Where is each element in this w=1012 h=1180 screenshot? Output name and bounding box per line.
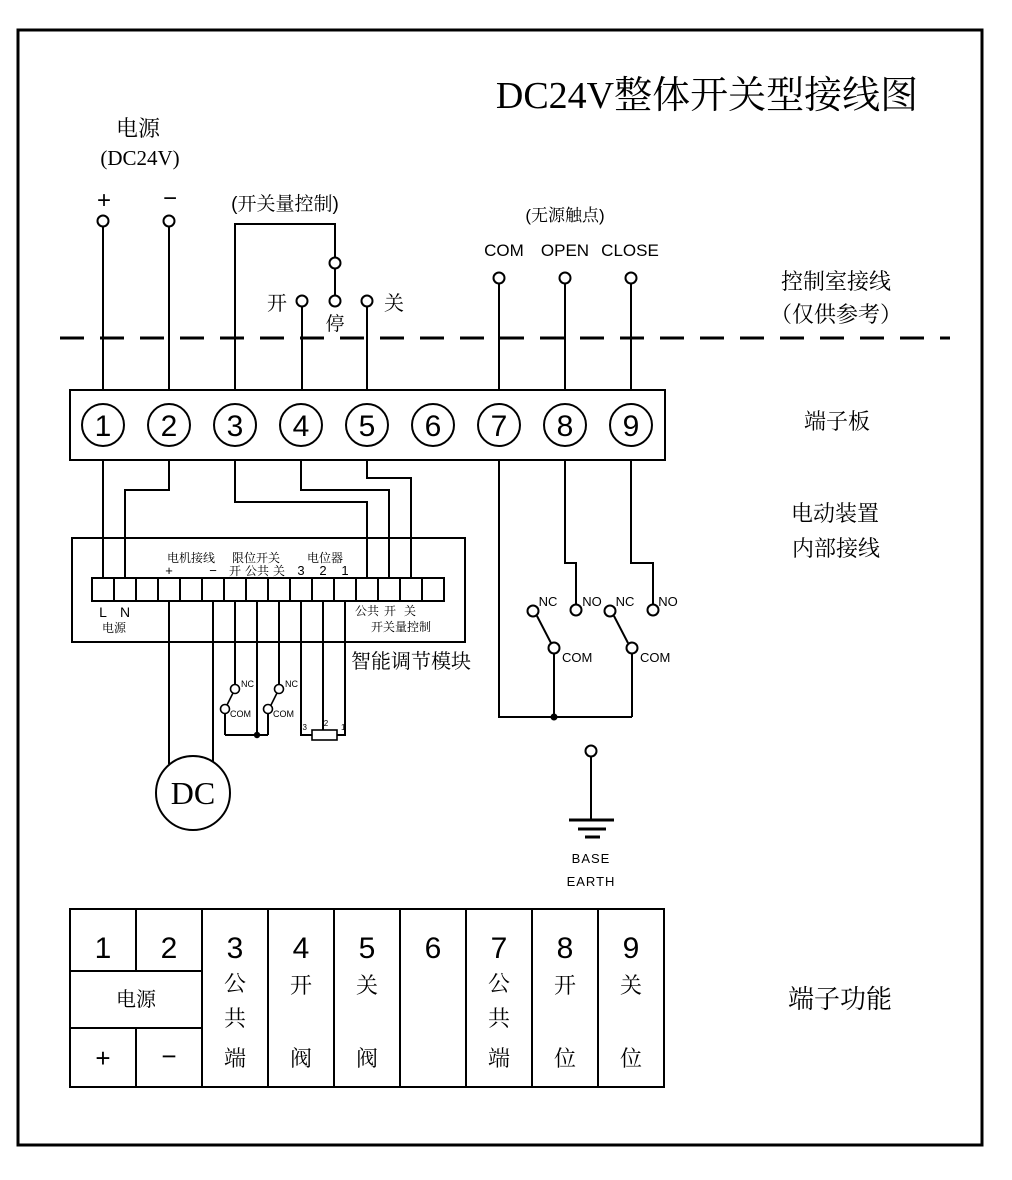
module-square-14 [378, 578, 400, 601]
table-num-3: 3 [226, 932, 244, 965]
fb-com1-label: COM [562, 650, 593, 665]
fb-nc2-contact [605, 606, 616, 617]
table-col7-char: 端 [487, 1046, 511, 1071]
table-col5-char: 阀 [355, 1046, 379, 1071]
terminal-number: 4 [292, 410, 310, 443]
fb-lever-1 [537, 616, 551, 643]
module-square-11 [312, 578, 334, 601]
table-num-1: 1 [94, 932, 112, 965]
module-pin-plus: + [165, 563, 173, 578]
com-terminal [494, 273, 505, 284]
module-square-9 [268, 578, 290, 601]
fb-nc2-label: NC [615, 594, 635, 609]
open-terminal [560, 273, 571, 284]
limit-lever-1 [227, 693, 233, 705]
limit-com2-label: COM [273, 709, 294, 719]
table-plus: + [95, 1043, 111, 1073]
dry-contact-label: (无源触点) [525, 206, 605, 225]
potentiometer-body [312, 730, 337, 740]
table-col9-char: 关 [619, 973, 643, 998]
module-square-4 [158, 578, 180, 601]
power-plus-terminal [98, 216, 109, 227]
close-button-label: 关 [384, 293, 404, 315]
module-pin-1: 1 [341, 563, 349, 578]
module-square-1 [92, 578, 114, 601]
ground-label-line1: BASE [571, 851, 611, 866]
limit-com1-label: COM [230, 709, 251, 719]
fb-nc1-contact [528, 606, 539, 617]
ground-label-line2: EARTH [566, 874, 616, 889]
terminal-number: 5 [358, 410, 376, 443]
module-group-pot: 电位器 [306, 551, 344, 565]
power-minus-sign: − [162, 185, 178, 212]
fb-no2-label: NO [658, 594, 678, 609]
module-square-6 [202, 578, 224, 601]
limit-nc2-contact [275, 685, 284, 694]
limit-lever-2 [271, 693, 277, 705]
terminal-number: 8 [556, 410, 574, 443]
module-group-limit: 限位开关 [231, 551, 281, 565]
power-voltage-label: (DC24V) [100, 146, 180, 170]
open-label: OPEN [540, 241, 590, 260]
terminal-number: 6 [424, 410, 442, 443]
table-num-9: 9 [622, 932, 640, 965]
table-power-label: 电源 [116, 989, 156, 1011]
module-pin-common: 公共 [244, 564, 270, 578]
open-button-label: 开 [267, 293, 287, 315]
terminal-number: 7 [490, 410, 508, 443]
limit-com1-contact [221, 705, 230, 714]
table-col8-char: 位 [553, 1046, 577, 1071]
table-num-5: 5 [358, 932, 376, 965]
module-sw-common-label: 公共 [354, 604, 380, 618]
module-sw-group-label: 开关量控制 [370, 620, 432, 634]
fb-no2-contact [648, 605, 659, 616]
terminal-number: 1 [94, 410, 112, 443]
table-col3-char: 共 [223, 1006, 247, 1031]
wire-9-to-no2 [631, 460, 653, 604]
fb-no1-contact [571, 605, 582, 616]
close-label: CLOSE [601, 241, 659, 260]
limit-nc2-label: NC [285, 679, 298, 689]
table-col9-char: 位 [619, 1046, 643, 1071]
wire-pot-1 [337, 601, 345, 735]
limit-nc1-label: NC [241, 679, 254, 689]
internal-wiring-caption-line1: 电动装置 [790, 501, 880, 526]
close-contact [362, 296, 373, 307]
pot-1-label: 1 [341, 723, 346, 732]
fb-nc1-label: NC [538, 594, 558, 609]
terminal-number: 9 [622, 410, 640, 443]
fb-lever-2 [614, 616, 628, 643]
pot-2-label: 2 [323, 719, 329, 728]
module-square-13 [356, 578, 378, 601]
table-num-4: 4 [292, 932, 310, 965]
fb-junction-dot [551, 714, 558, 721]
module-sw-close-label: 关 [403, 604, 417, 618]
module-square-2 [114, 578, 136, 601]
wire-8-to-no1 [565, 460, 576, 604]
table-col4-char: 开 [289, 973, 313, 998]
module-power-label: 电源 [101, 621, 127, 635]
wire-2-to-N [125, 460, 169, 578]
module-square-7 [224, 578, 246, 601]
wire-pot-3 [301, 601, 312, 735]
open-contact [297, 296, 308, 307]
module-group-motor: 电机接线 [166, 551, 216, 565]
switch-control-label: (开关量控制) [231, 194, 339, 215]
power-label: 电源 [115, 116, 161, 141]
ground-terminal [586, 746, 597, 757]
fb-com2-label: COM [640, 650, 671, 665]
terminal-number: 3 [226, 410, 244, 443]
table-num-8: 8 [556, 932, 574, 965]
terminal-function-caption: 端子功能 [787, 984, 893, 1014]
fb-no1-label: NO [582, 594, 602, 609]
control-room-caption-line1: 控制室接线 [780, 269, 892, 294]
table-col8-char: 开 [553, 973, 577, 998]
module-pin-2: 2 [319, 563, 327, 578]
module-square-3 [136, 578, 158, 601]
module-L-label: L [99, 604, 107, 620]
module-pin-minus: − [209, 563, 217, 578]
diagram-title: DC24V整体开关型接线图 [495, 75, 919, 117]
terminal-number: 2 [160, 410, 178, 443]
terminal-circles [82, 404, 652, 446]
stop-contact-top [330, 258, 341, 269]
power-minus-terminal [164, 216, 175, 227]
table-col7-char: 公 [487, 971, 511, 996]
stop-button-label: 停 [325, 314, 345, 335]
module-square-8 [246, 578, 268, 601]
table-num-6: 6 [424, 932, 442, 965]
motor-label: DC [170, 775, 216, 811]
table-col7-char: 共 [487, 1006, 511, 1031]
table-num-2: 2 [160, 932, 178, 965]
table-col3-char: 公 [223, 971, 247, 996]
table-minus: − [161, 1041, 177, 1071]
module-square-5 [180, 578, 202, 601]
module-terminal-strip [92, 578, 444, 601]
stop-contact-bottom [330, 296, 341, 307]
module-pin-3: 3 [297, 563, 305, 578]
module-square-10 [290, 578, 312, 601]
internal-wiring-caption-line2: 内部接线 [791, 536, 881, 561]
module-pin-open: 开 [228, 564, 242, 578]
table-col3-char: 端 [223, 1046, 247, 1071]
pot-3-label: 3 [302, 723, 307, 732]
table-col5-char: 关 [355, 973, 379, 998]
control-room-caption-line2: （仅供参考） [769, 302, 903, 327]
module-square-12 [334, 578, 356, 601]
table-num-7: 7 [490, 932, 508, 965]
module-square-15 [400, 578, 422, 601]
com-label: COM [484, 241, 524, 260]
limit-junction-dot [254, 732, 260, 738]
power-plus-sign: + [96, 187, 112, 214]
limit-com2-contact [264, 705, 273, 714]
terminal-function-table [70, 909, 664, 1087]
module-pin-close: 关 [272, 564, 286, 578]
fb-com2-contact [627, 643, 638, 654]
module-N-label: N [119, 604, 131, 620]
module-name-label: 智能调节模块 [351, 651, 471, 673]
table-col4-char: 阀 [289, 1046, 313, 1071]
terminal-board-caption: 端子板 [803, 409, 871, 434]
fb-com1-contact [549, 643, 560, 654]
module-sw-open-label: 开 [383, 604, 397, 618]
limit-nc1-contact [231, 685, 240, 694]
module-square-16 [422, 578, 444, 601]
close-terminal [626, 273, 637, 284]
